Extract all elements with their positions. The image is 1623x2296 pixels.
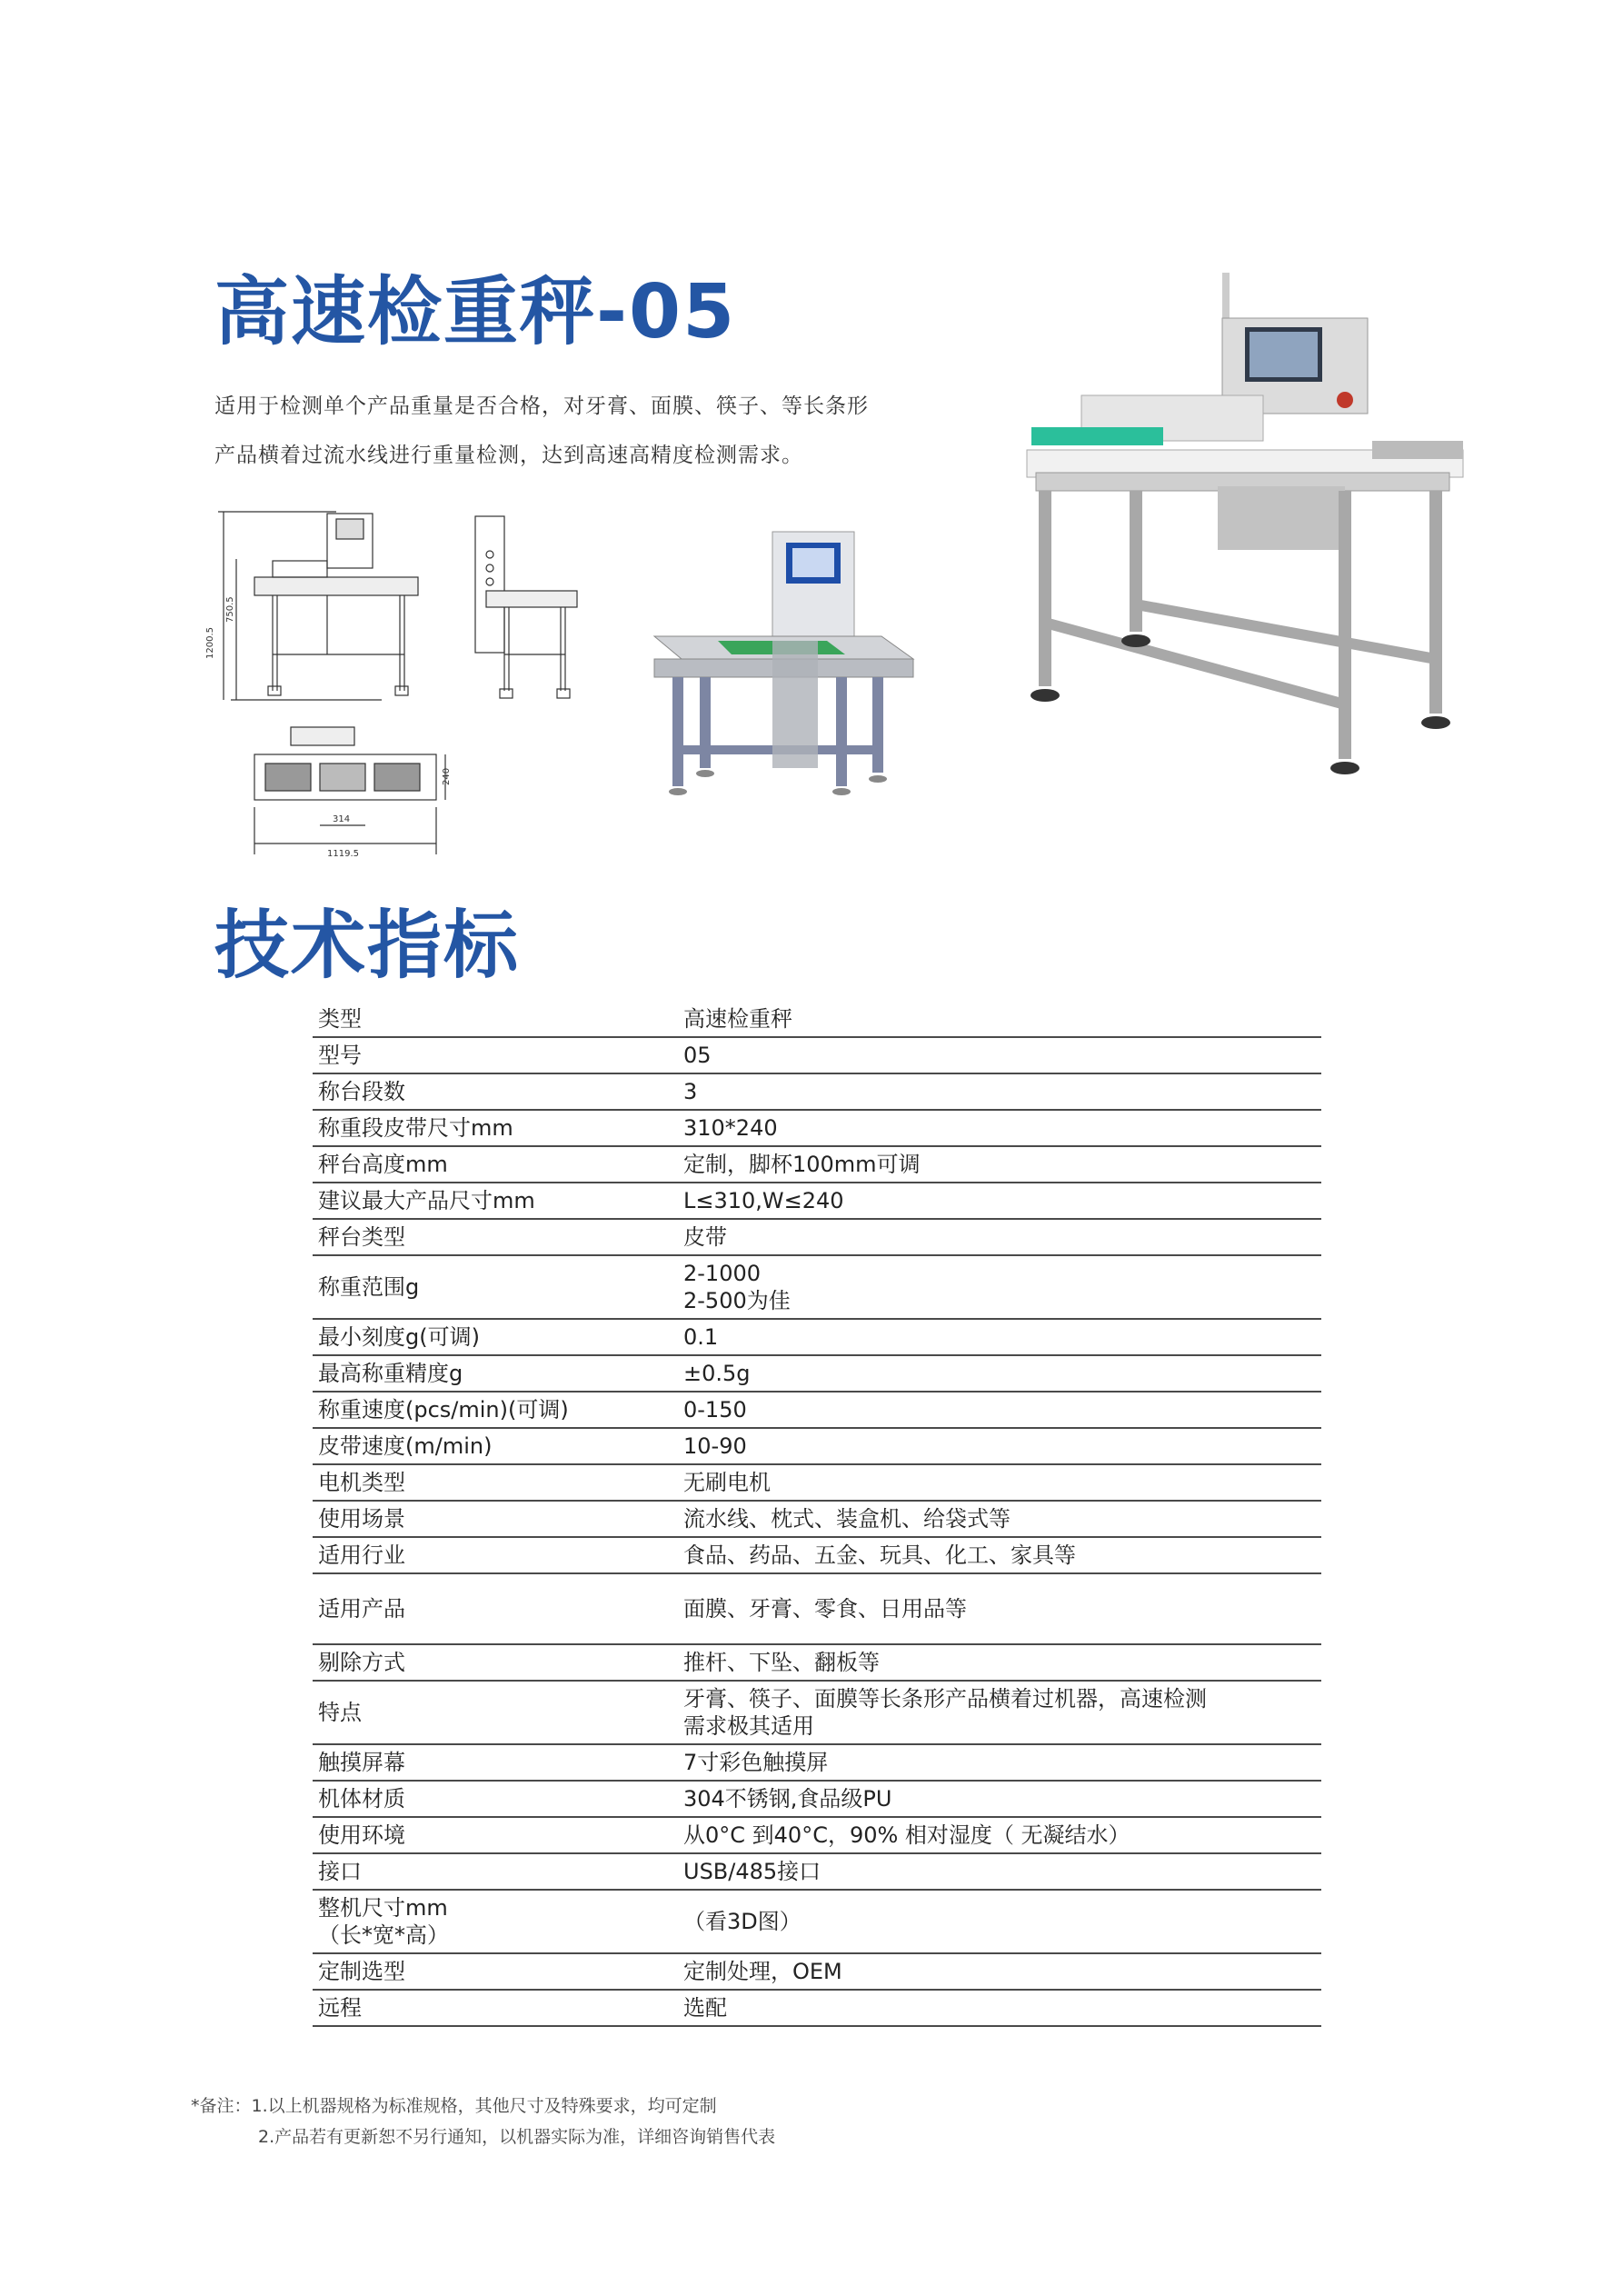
product-title: 高速检重秤-05	[214, 269, 737, 355]
spec-value	[678, 1073, 1321, 1110]
spec-value-text: （看3D图）	[683, 1909, 802, 1934]
spec-value-text: 0.1	[683, 1324, 719, 1350]
spec-key-text: 定制选型	[318, 1959, 405, 1984]
spec-key	[313, 1990, 678, 2026]
spec-key-text: 最高称重精度g	[318, 1361, 463, 1386]
spec-value	[678, 1037, 1321, 1073]
footnote-2: 2.产品若有更新恕不另行通知，以机器实际为准，详细咨询销售代表	[258, 2127, 776, 2147]
spec-key	[313, 1219, 678, 1255]
spec-row	[313, 1890, 1321, 1953]
spec-key-text: 秤台高度mm	[318, 1152, 448, 1177]
top-length-b: 1119.5	[327, 849, 359, 859]
spec-key-text: 称重范围g	[318, 1274, 420, 1300]
spec-key	[313, 1681, 678, 1744]
spec-row	[313, 1990, 1321, 2026]
spec-key-text: 称台段数	[318, 1079, 405, 1104]
spec-key	[313, 1573, 678, 1644]
spec-value-text: 0-150	[683, 1397, 747, 1423]
spec-key-text: 整机尺寸mm （长*宽*高）	[318, 1895, 449, 1948]
spec-key	[313, 1037, 678, 1073]
spec-row	[313, 1781, 1321, 1817]
spec-row	[313, 1644, 1321, 1681]
spec-key	[313, 1255, 678, 1319]
spec-section-title: 技术指标	[214, 903, 521, 989]
spec-key	[313, 1781, 678, 1817]
spec-value	[678, 1644, 1321, 1681]
spec-value	[678, 1890, 1321, 1953]
spec-value-text: 面膜、牙膏、零食、日用品等	[683, 1596, 967, 1622]
spec-table	[313, 1002, 1321, 2027]
spec-row	[313, 1501, 1321, 1537]
spec-value-text: 选配	[683, 1995, 727, 2021]
spec-row	[313, 1392, 1321, 1428]
spec-row	[313, 1744, 1321, 1781]
spec-key	[313, 1953, 678, 1990]
spec-key	[313, 1537, 678, 1573]
spec-key-text: 适用行业	[318, 1542, 405, 1568]
spec-key	[313, 1002, 678, 1037]
spec-key-text: 机体材质	[318, 1786, 405, 1812]
spec-value	[678, 1781, 1321, 1817]
spec-value	[678, 1817, 1321, 1853]
spec-key	[313, 1644, 678, 1681]
top-view-drawing	[245, 727, 454, 863]
spec-value	[678, 1744, 1321, 1781]
spec-key	[313, 1744, 678, 1781]
footnotes	[191, 2091, 775, 2152]
front-view-drawing	[205, 504, 445, 714]
spec-key	[313, 1464, 678, 1501]
spec-value-text: 定制，脚杯100mm可调	[683, 1152, 921, 1177]
spec-key	[313, 1817, 678, 1853]
spec-row	[313, 1428, 1321, 1464]
spec-value	[678, 1319, 1321, 1355]
spec-row	[313, 1073, 1321, 1110]
spec-value-text: USB/485接口	[683, 1859, 821, 1884]
spec-key-text: 电机类型	[318, 1470, 405, 1495]
spec-key	[313, 1853, 678, 1890]
spec-row	[313, 1573, 1321, 1644]
spec-value-text: 7寸彩色触摸屏	[683, 1750, 829, 1775]
spec-key-text: 型号	[318, 1043, 362, 1068]
spec-value-text: 3	[683, 1079, 698, 1104]
spec-value-text: 无刷电机	[683, 1470, 771, 1495]
spec-key-text: 秤台类型	[318, 1224, 405, 1250]
spec-key-text: 最小刻度g(可调)	[318, 1324, 480, 1350]
top-width: 240	[442, 767, 452, 785]
spec-value	[678, 1428, 1321, 1464]
spec-key	[313, 1428, 678, 1464]
spec-value	[678, 1853, 1321, 1890]
side-view-drawing	[459, 509, 586, 709]
spec-row	[313, 1681, 1321, 1744]
spec-value-text: 05	[683, 1043, 712, 1068]
spec-row	[313, 1255, 1321, 1319]
spec-value-text: 皮带	[683, 1224, 727, 1250]
top-length-a: 314	[333, 814, 351, 824]
spec-value-text: 定制处理，OEM	[683, 1959, 842, 1984]
spec-value	[678, 1990, 1321, 2026]
machine-photo	[1018, 268, 1490, 786]
spec-value-text: 2-1000 2-500为佳	[683, 1261, 791, 1313]
spec-key	[313, 1146, 678, 1183]
spec-value	[678, 1573, 1321, 1644]
spec-key-text: 类型	[318, 1006, 362, 1032]
spec-value-text: 推杆、下坠、翻板等	[683, 1650, 880, 1675]
front-height-a: 1200.5	[205, 627, 215, 659]
spec-key-text: 特点	[318, 1700, 362, 1725]
spec-value-text: 牙膏、筷子、面膜等长条形产品横着过机器，高速检测 需求极其适用	[683, 1686, 1207, 1739]
spec-row	[313, 1319, 1321, 1355]
spec-key-text: 使用环境	[318, 1822, 405, 1848]
description-line-2: 产品横着过流水线进行重量检测，达到高速高精度检测需求。	[214, 444, 803, 467]
spec-value	[678, 1183, 1321, 1219]
spec-key	[313, 1183, 678, 1219]
spec-value-text: 10-90	[683, 1433, 747, 1459]
spec-row	[313, 1853, 1321, 1890]
spec-key-text: 剔除方式	[318, 1650, 405, 1675]
spec-key-text: 称重速度(pcs/min)(可调)	[318, 1397, 569, 1423]
description-line-1: 适用于检测单个产品重量是否合格，对牙膏、面膜、筷子、等长条形	[214, 394, 869, 418]
spec-row	[313, 1002, 1321, 1037]
spec-value-text: 食品、药品、五金、玩具、化工、家具等	[683, 1542, 1076, 1568]
spec-key	[313, 1501, 678, 1537]
spec-key-text: 皮带速度(m/min)	[318, 1433, 493, 1459]
spec-value	[678, 1681, 1321, 1744]
machine-3d-render	[645, 523, 936, 823]
spec-row	[313, 1817, 1321, 1853]
spec-row	[313, 1146, 1321, 1183]
spec-value	[678, 1464, 1321, 1501]
spec-value	[678, 1501, 1321, 1537]
spec-value-text: L≤310,W≤240	[683, 1188, 844, 1213]
spec-key-text: 称重段皮带尺寸mm	[318, 1115, 513, 1141]
spec-key-text: 接口	[318, 1859, 362, 1884]
spec-row	[313, 1464, 1321, 1501]
spec-key	[313, 1890, 678, 1953]
spec-row	[313, 1037, 1321, 1073]
spec-value-text: 从0°C 到40°C，90% 相对湿度（ 无凝结水）	[683, 1822, 1130, 1848]
spec-value	[678, 1953, 1321, 1990]
spec-key-text: 使用场景	[318, 1506, 405, 1532]
spec-key	[313, 1392, 678, 1428]
spec-key-text: 触摸屏幕	[318, 1750, 405, 1775]
spec-key	[313, 1073, 678, 1110]
spec-row	[313, 1953, 1321, 1990]
spec-row	[313, 1355, 1321, 1392]
spec-value	[678, 1146, 1321, 1183]
spec-key	[313, 1319, 678, 1355]
spec-row	[313, 1110, 1321, 1146]
spec-value	[678, 1255, 1321, 1319]
spec-value	[678, 1110, 1321, 1146]
spec-value	[678, 1392, 1321, 1428]
spec-value-text: 高速检重秤	[683, 1006, 792, 1032]
spec-key-text: 远程	[318, 1995, 362, 2021]
spec-key-text: 建议最大产品尺寸mm	[318, 1188, 535, 1213]
footnote-1: *备注：1.以上机器规格为标准规格，其他尺寸及特殊要求，均可定制	[191, 2096, 717, 2116]
spec-value-text: 304不锈钢,食品级PU	[683, 1786, 892, 1812]
spec-key	[313, 1110, 678, 1146]
spec-value-text: 流水线、枕式、装盒机、给袋式等	[683, 1506, 1011, 1532]
spec-row	[313, 1183, 1321, 1219]
spec-value-text: 310*240	[683, 1115, 778, 1141]
spec-row	[313, 1219, 1321, 1255]
spec-value	[678, 1002, 1321, 1037]
spec-value	[678, 1219, 1321, 1255]
front-height-b: 750.5	[225, 596, 235, 623]
spec-key	[313, 1355, 678, 1392]
spec-key-text: 适用产品	[318, 1596, 405, 1622]
spec-value	[678, 1355, 1321, 1392]
spec-value	[678, 1537, 1321, 1573]
spec-row	[313, 1537, 1321, 1573]
spec-value-text: ±0.5g	[683, 1361, 751, 1386]
